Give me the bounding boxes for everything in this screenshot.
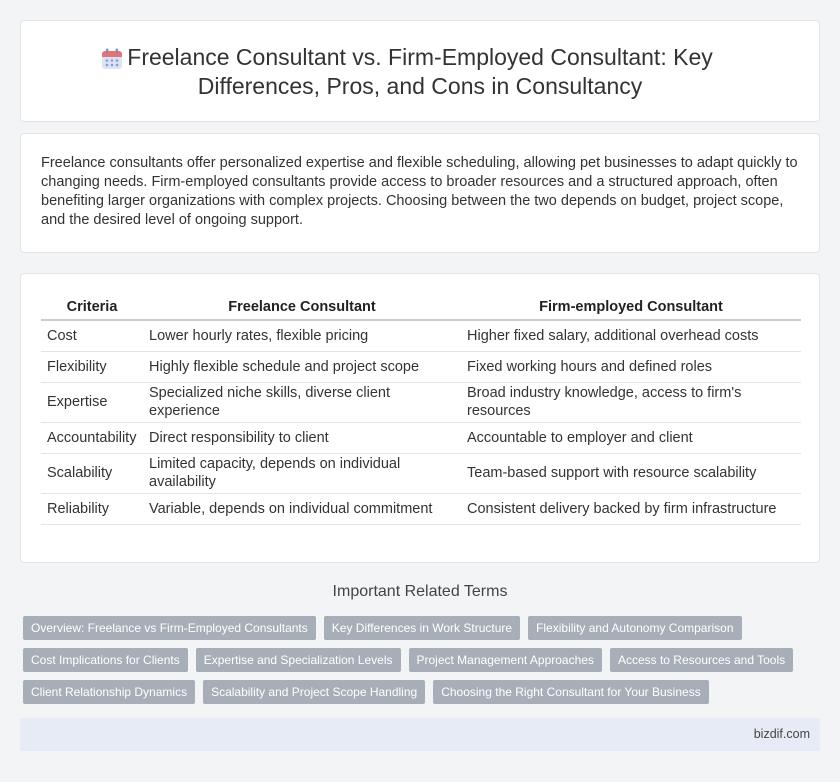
related-tag[interactable]: Scalability and Project Scope Handling — [203, 680, 425, 704]
row-firm: Accountable to employer and client — [461, 422, 801, 453]
row-freelance: Lower hourly rates, flexible pricing — [143, 320, 461, 351]
row-criteria: Accountability — [41, 422, 143, 453]
related-tag[interactable]: Project Management Approaches — [409, 648, 602, 672]
related-tag[interactable]: Cost Implications for Clients — [23, 648, 188, 672]
row-firm: Consistent delivery backed by firm infrastructure — [461, 493, 801, 524]
footer-site-link[interactable]: bizdif.com — [753, 727, 810, 741]
table-row — [41, 351, 801, 382]
row-criteria: Cost — [41, 320, 143, 351]
row-firm: Fixed working hours and defined roles — [461, 351, 801, 382]
row-freelance: Direct responsibility to client — [143, 422, 461, 453]
row-criteria: Flexibility — [41, 351, 143, 382]
header-card — [20, 20, 820, 122]
related-tag[interactable]: Key Differences in Work Structure — [324, 616, 520, 640]
row-firm: Team-based support with resource scalability — [461, 453, 801, 493]
row-criteria: Scalability — [41, 453, 143, 493]
table-row — [41, 453, 801, 493]
comparison-table — [41, 294, 801, 525]
row-freelance: Specialized niche skills, diverse client experience — [143, 382, 461, 422]
header-firm-employed: Firm-employed Consultant — [461, 294, 801, 320]
related-tag[interactable]: Client Relationship Dynamics — [23, 680, 195, 704]
row-firm: Broad industry knowledge, access to firm's resources — [461, 382, 801, 422]
table-header-row — [41, 294, 801, 320]
row-freelance: Variable, depends on individual commitment — [143, 493, 461, 524]
intro-card — [20, 133, 820, 253]
footer — [20, 718, 820, 751]
table-row — [41, 382, 801, 422]
row-firm: Higher fixed salary, additional overhead costs — [461, 320, 801, 351]
related-terms-title: Important Related Terms — [332, 583, 508, 600]
table-row — [41, 422, 801, 453]
row-criteria: Expertise — [41, 382, 143, 422]
related-tag[interactable]: Overview: Freelance vs Firm-Employed Consultants — [23, 616, 316, 640]
row-freelance: Limited capacity, depends on individual availability — [143, 453, 461, 493]
related-tag[interactable]: Choosing the Right Consultant for Your Business — [433, 680, 709, 704]
page-title: Freelance Consultant vs. Firm-Employed Consultant: Key Differences, Pros, and Cons in Consultancy — [127, 44, 713, 99]
related-tag[interactable]: Expertise and Specialization Levels — [196, 648, 401, 672]
related-tag[interactable]: Flexibility and Autonomy Comparison — [528, 616, 741, 640]
row-criteria: Reliability — [41, 493, 143, 524]
related-tag[interactable]: Access to Resources and Tools — [610, 648, 793, 672]
comparison-card — [20, 273, 820, 563]
header-freelance: Freelance Consultant — [143, 294, 461, 320]
header-criteria: Criteria — [41, 294, 143, 320]
table-row — [41, 493, 801, 524]
related-terms-list — [23, 616, 803, 704]
table-row — [41, 320, 801, 351]
row-freelance: Highly flexible schedule and project scope — [143, 351, 461, 382]
intro-paragraph: Freelance consultants offer personalized expertise and flexible scheduling, allowing pet businesses to adapt quickly to changing needs. Firm-employed consultants provide access to broader resources and a structured approach, often benefiting larger organizations with complex projects. Choosing between the two depends on budget, project scope, and the desired level of ongoing support. — [41, 155, 798, 228]
